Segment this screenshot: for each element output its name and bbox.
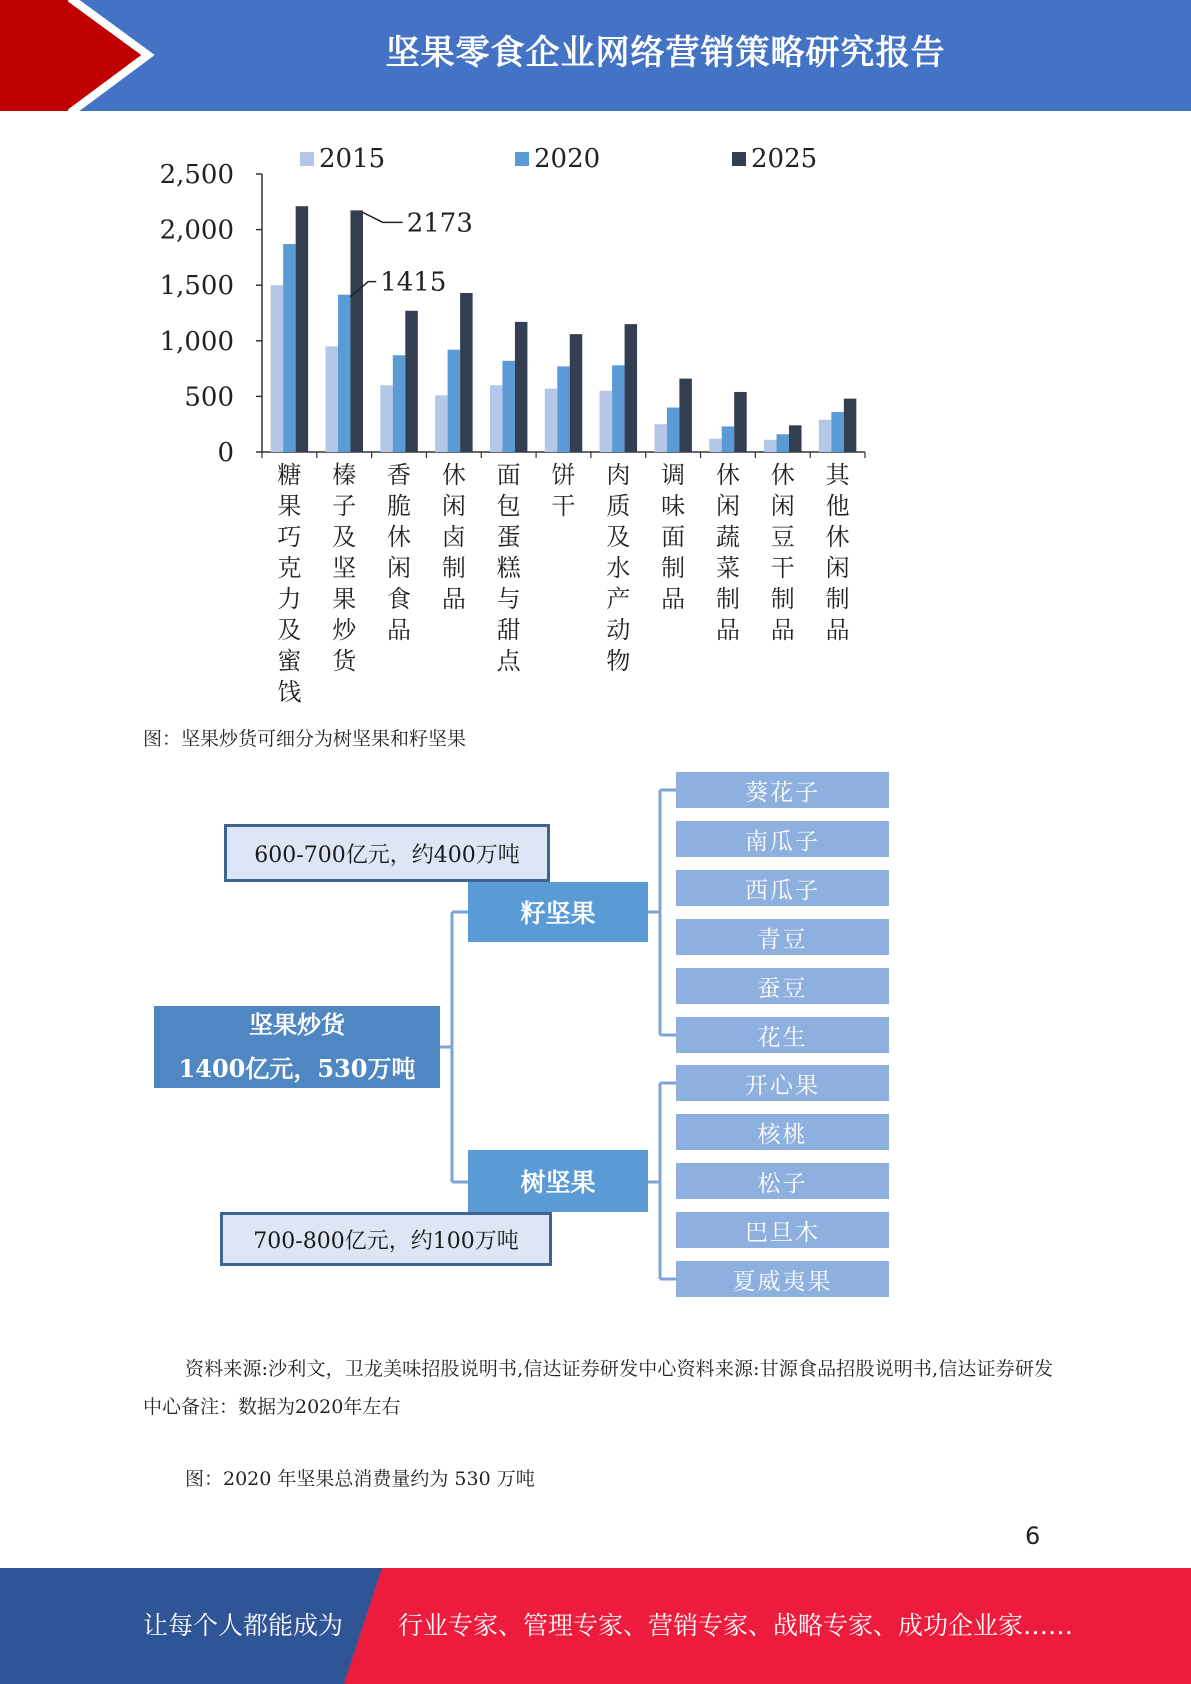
- bar-2020: [393, 355, 406, 452]
- tree-nut-box: 树坚果: [468, 1150, 648, 1212]
- bar-2020: [667, 408, 680, 452]
- seed-nut-item: 蚕豆: [676, 968, 889, 1004]
- bar-2025: [734, 392, 747, 452]
- nut-classification-diagram: [140, 765, 900, 1305]
- bar-chart: [140, 145, 900, 715]
- bar-2015: [271, 285, 284, 452]
- bar-2015: [490, 385, 503, 452]
- x-tick-label: 调味面制品: [661, 461, 686, 613]
- x-tick-label: 榛子及坚果炒货: [332, 461, 357, 675]
- y-tick-label: 0: [217, 438, 234, 468]
- roasted-nuts-root-box: [154, 1006, 440, 1088]
- annotation-label: 1415: [380, 267, 447, 298]
- bar-2020: [831, 412, 844, 452]
- y-tick-label: 1,000: [159, 326, 234, 357]
- bar-2020: [448, 350, 461, 452]
- x-tick-label: 休闲蔬菜制品: [715, 461, 740, 644]
- bar-2025: [679, 379, 692, 452]
- seed-nut-item: 西瓜子: [676, 870, 889, 906]
- tree-nut-item: 巴旦木: [676, 1212, 889, 1248]
- y-tick-label: 500: [184, 382, 234, 413]
- bar-2025: [515, 322, 528, 452]
- bar-2015: [325, 346, 338, 452]
- annotation-label: 2173: [406, 208, 473, 239]
- bar-2025: [789, 425, 802, 452]
- bar-2020: [338, 295, 351, 452]
- y-tick-label: 2,500: [159, 160, 234, 190]
- x-tick-label: 休闲豆干制品: [770, 461, 795, 644]
- bar-2025: [460, 293, 473, 452]
- bar-2015: [380, 385, 393, 452]
- bar-2025: [405, 311, 418, 452]
- bar-2025: [625, 324, 638, 452]
- footer-slogan-right: 行业专家、管理专家、营销专家、战略专家、成功企业家……: [398, 1611, 1074, 1640]
- x-tick-label: 糖果巧克力及蜜饯: [277, 461, 302, 706]
- legend-label: 2025: [751, 145, 818, 174]
- seed-nut-item: 南瓜子: [676, 821, 889, 857]
- legend-swatch-2025: [732, 152, 746, 166]
- tree-nut-item: 开心果: [676, 1065, 889, 1101]
- legend-label: 2015: [319, 145, 386, 174]
- legend-label: 2020: [534, 145, 601, 174]
- x-tick-label: 面包蛋糕与甜点: [496, 461, 521, 675]
- bar-2020: [502, 361, 515, 452]
- annotation-leader: [363, 212, 403, 222]
- bar-2020: [777, 434, 790, 452]
- seed-nut-info-box: 600-700亿元，约400万吨: [224, 824, 550, 882]
- tree-nut-info-box: 700-800亿元，约100万吨: [220, 1212, 552, 1266]
- x-tick-label: 其他休闲制品: [825, 461, 850, 644]
- seed-nut-box: 籽坚果: [468, 882, 648, 942]
- figure-caption-1: 图：坚果炒货可细分为树坚果和籽坚果: [143, 728, 467, 750]
- bar-2025: [844, 399, 857, 452]
- y-tick-label: 1,500: [159, 271, 234, 302]
- bar-2015: [435, 395, 448, 452]
- bar-2025: [570, 334, 583, 452]
- page-footer: [0, 1568, 1191, 1684]
- x-tick-label: 肉质及水产动物: [606, 461, 631, 675]
- root-title: 坚果炒货: [249, 1010, 345, 1039]
- source-note: 资料来源:沙利文，卫龙美味招股说明书,信达证券研发中心资料来源:甘源食品招股说明书,信达证券研发中心备注：数据为2020年左右: [143, 1358, 1053, 1418]
- bar-2020: [722, 426, 735, 452]
- tree-nut-item: 夏威夷果: [676, 1261, 889, 1297]
- bar-2020: [557, 366, 570, 452]
- bar-2015: [654, 424, 667, 452]
- bar-2015: [545, 389, 558, 452]
- page-header: [0, 0, 1191, 111]
- seed-nut-item: 花生: [676, 1017, 889, 1053]
- bar-2020: [283, 244, 296, 452]
- x-tick-label: 休闲卤制品: [441, 461, 466, 613]
- tree-nut-item: 松子: [676, 1163, 889, 1199]
- footer-slogan-left: 让每个人都能成为: [143, 1611, 344, 1640]
- x-tick-label: 香脆休闲食品: [387, 461, 412, 644]
- report-title: 坚果零食企业网络营销策略研究报告: [385, 33, 946, 73]
- bar-chart-svg: [140, 145, 900, 715]
- bar-2015: [764, 440, 777, 452]
- bar-2020: [612, 365, 625, 452]
- bar-2015: [600, 391, 613, 452]
- y-tick-label: 2,000: [159, 215, 234, 246]
- bar-2015: [709, 439, 722, 452]
- bar-2015: [819, 420, 832, 452]
- legend-swatch-2015: [300, 152, 314, 166]
- bar-2025: [350, 210, 363, 452]
- root-value: 1400亿元，530万吨: [178, 1054, 416, 1083]
- seed-nut-item: 葵花子: [676, 772, 889, 808]
- legend-swatch-2020: [515, 152, 529, 166]
- bar-2025: [296, 206, 309, 452]
- page-number: 6: [1025, 1522, 1041, 1550]
- seed-nut-item: 青豆: [676, 919, 889, 955]
- tree-nut-item: 核桃: [676, 1114, 889, 1150]
- figure-caption-2: 图：2020 年坚果总消费量约为 530 万吨: [185, 1468, 535, 1490]
- x-tick-label: 饼干: [551, 461, 576, 520]
